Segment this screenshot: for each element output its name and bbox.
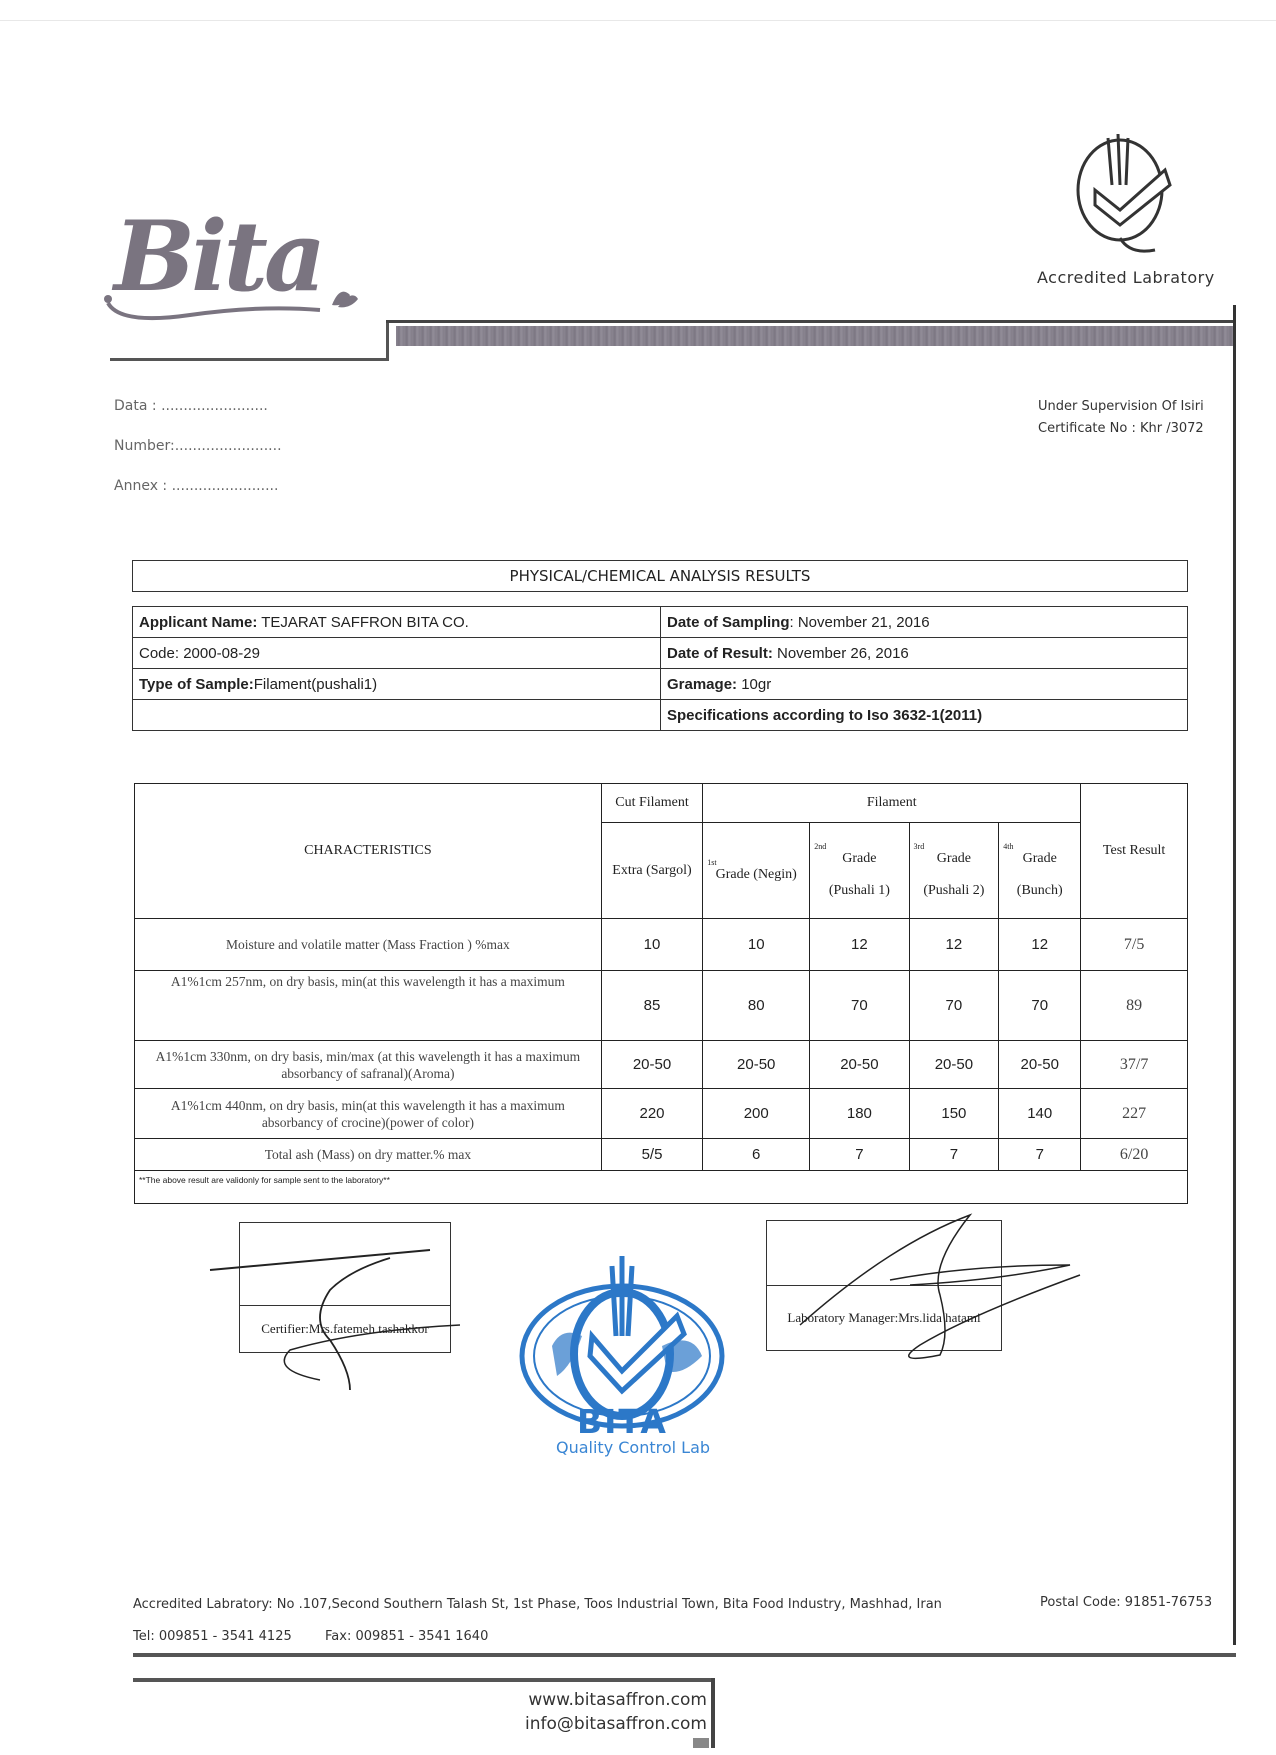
- result-cell: 6/20: [1081, 1139, 1188, 1171]
- grade-negin-header: [703, 823, 810, 919]
- row-description: A1%1cm 440nm, on dry basis, min(at this wavelength it has a maximum absorbancy of crocine)(power of color): [135, 1089, 602, 1139]
- value-cell: 80: [703, 971, 810, 1041]
- grade-sup: 2nd: [814, 841, 827, 851]
- test-result-header: Test Result: [1081, 784, 1188, 919]
- footer-mark: [693, 1738, 709, 1748]
- result-date-cell: [661, 638, 1188, 669]
- number-field: [114, 438, 282, 454]
- sampling-cell: [661, 607, 1188, 638]
- sample-info-table: [132, 606, 1188, 731]
- info-row: [133, 700, 1188, 731]
- grade-sup: 1st: [707, 857, 717, 867]
- value-cell: 150: [909, 1089, 999, 1139]
- grade-pushali2-header: [909, 823, 999, 919]
- top-scan-line: [0, 20, 1276, 21]
- website-link[interactable]: www.bitasaffron.com: [528, 1690, 707, 1710]
- grade-label: Grade: [936, 850, 971, 866]
- empty-cell: [133, 700, 661, 731]
- grade-label: Grade: [1022, 850, 1057, 866]
- table-row: [135, 1139, 1188, 1171]
- value-cell: 220: [601, 1089, 702, 1139]
- value-cell: 12: [909, 919, 999, 971]
- quality-check-logo-icon: [1060, 130, 1180, 260]
- saffron-flower-icon: [100, 285, 390, 330]
- cut-filament-header: Cut Filament: [601, 784, 702, 823]
- value-cell: 180: [810, 1089, 909, 1139]
- certificate-number: Certificate No : Khr /3072: [1038, 421, 1204, 436]
- value-cell: 70: [909, 971, 999, 1041]
- value-cell: 10: [703, 919, 810, 971]
- value-cell: 7: [999, 1139, 1081, 1171]
- grade-sup: 3rd: [913, 841, 925, 851]
- table-row: [135, 1041, 1188, 1089]
- header-band: [396, 326, 1234, 346]
- value-cell: 140: [999, 1089, 1081, 1139]
- result-cell: 7/5: [1081, 919, 1188, 971]
- value-cell: 20-50: [810, 1041, 909, 1089]
- applicant-cell: [133, 607, 661, 638]
- value-cell: 200: [703, 1089, 810, 1139]
- header-rule-top: [386, 320, 1236, 323]
- value-cell: 7: [909, 1139, 999, 1171]
- info-row: [133, 638, 1188, 669]
- grade-bunch-label: (Bunch): [1016, 882, 1063, 898]
- value-cell: 85: [601, 971, 702, 1041]
- note-row: [135, 1171, 1188, 1204]
- applicant-label: Applicant Name:: [139, 613, 258, 631]
- result-cell: 89: [1081, 971, 1188, 1041]
- validity-note: **The above result are validonly for sample sent to the laboratory**: [135, 1171, 1188, 1204]
- footer-fax: Fax: 009851 - 3541 1640: [325, 1629, 489, 1644]
- applicant-value: TEJARAT SAFFRON BITA CO.: [257, 613, 469, 631]
- filament-header: Filament: [703, 784, 1081, 823]
- code-value: 2000-08-29: [179, 644, 260, 662]
- data-label: Data :: [114, 398, 157, 414]
- sampling-label: Date of Sampling: [667, 613, 790, 631]
- stamp-name: BITA: [577, 1402, 668, 1441]
- footer-address: Accredited Labratory: No .107,Second Southern Talash St, 1st Phase, Toos Industrial Town, Bita Food Industry, Mashhad, Iran: [133, 1597, 942, 1612]
- table-row: [135, 1089, 1188, 1139]
- supervision-block: [1038, 396, 1204, 440]
- grade-sup: 4th: [1003, 841, 1014, 851]
- footer-postal-code: Postal Code: 91851-76753: [1040, 1595, 1213, 1610]
- manager-label: Laboratory Manager:Mrs.lida hatami: [787, 1310, 981, 1325]
- spec-cell: [661, 700, 1188, 731]
- value-cell: 20-50: [999, 1041, 1081, 1089]
- info-row: [133, 669, 1188, 700]
- grade-pushali1-header: [810, 823, 909, 919]
- row-description: A1%1cm 330nm, on dry basis, min/max (at this wavelength it has a maximum absorbancy of safranal)(Aroma): [135, 1041, 602, 1089]
- header-row: [135, 784, 1188, 823]
- header-rule-left: [110, 358, 388, 361]
- grade-pushali2-label: (Pushali 2): [923, 882, 985, 898]
- value-cell: 10: [601, 919, 702, 971]
- annex-field: [114, 478, 278, 494]
- footer-rule: [133, 1678, 713, 1682]
- sample-type-label: Type of Sample:: [139, 675, 254, 693]
- manager-signature-icon: [770, 1205, 1090, 1375]
- value-cell: 12: [810, 919, 909, 971]
- value-cell: 20-50: [601, 1041, 702, 1089]
- footer-tel: Tel: 009851 - 3541 4125: [133, 1629, 292, 1644]
- result-cell: 37/7: [1081, 1041, 1188, 1089]
- supervision-text: Under Supervision Of Isiri: [1038, 399, 1204, 414]
- sampling-value: : November 21, 2016: [789, 613, 930, 631]
- grade-pushali1-label: (Pushali 1): [828, 882, 890, 898]
- bita-logo-text: Bita: [114, 200, 323, 313]
- certifier-label: Certifier:Mrs.fatemeh tashakkor: [261, 1321, 429, 1336]
- annex-dots: ........................: [171, 478, 279, 494]
- contact-block: [512, 1688, 707, 1736]
- characteristics-table: [134, 783, 1188, 1204]
- gramage-label: Gramage:: [667, 675, 738, 693]
- footer-rule-vertical: [711, 1678, 715, 1748]
- grade-extra-label: Extra (Sargol): [612, 862, 692, 878]
- email-link[interactable]: info@bitasaffron.com: [525, 1714, 707, 1734]
- result-date-value: November 26, 2016: [772, 644, 909, 662]
- gramage-cell: [661, 669, 1188, 700]
- characteristics-header: CHARACTERISTICS: [135, 784, 602, 919]
- number-label: Number:: [114, 438, 175, 454]
- result-cell: 227: [1081, 1089, 1188, 1139]
- gramage-value: 10gr: [737, 675, 772, 693]
- value-cell: 5/5: [601, 1139, 702, 1171]
- footer-rule: [133, 1653, 1236, 1657]
- annex-label: Annex :: [114, 478, 168, 494]
- spec-text: Specifications according to Iso 3632-1(2011): [667, 706, 983, 724]
- value-cell: 70: [810, 971, 909, 1041]
- grade-bunch-header: [999, 823, 1081, 919]
- grade-label: Grade: [842, 850, 877, 866]
- data-dots: ........................: [161, 398, 268, 414]
- sample-type-value: Filament(pushali1): [253, 675, 378, 693]
- right-frame-line: [1233, 305, 1236, 1645]
- sample-type-cell: [133, 669, 661, 700]
- result-date-label: Date of Result:: [667, 644, 773, 662]
- table-row: [135, 919, 1188, 971]
- stamp-subtitle: Quality Control Lab: [556, 1438, 711, 1457]
- row-description: Moisture and volatile matter (Mass Fraction ) %max: [135, 919, 602, 971]
- certifier-signature-icon: [200, 1230, 560, 1400]
- grade-extra-header: [601, 823, 702, 919]
- row-description: A1%1cm 257nm, on dry basis, min(at this wavelength it has a maximum: [135, 971, 602, 1041]
- report-title: PHYSICAL/CHEMICAL ANALYSIS RESULTS: [132, 560, 1188, 592]
- table-row: [135, 971, 1188, 1041]
- value-cell: 6: [703, 1139, 810, 1171]
- header-rule-step: [386, 322, 389, 361]
- code-cell: [133, 638, 661, 669]
- row-description: Total ash (Mass) on dry matter.% max: [135, 1139, 602, 1171]
- value-cell: 7: [810, 1139, 909, 1171]
- data-field: [114, 398, 268, 414]
- value-cell: 20-50: [703, 1041, 810, 1089]
- info-row: [133, 607, 1188, 638]
- value-cell: 70: [999, 971, 1081, 1041]
- value-cell: 20-50: [909, 1041, 999, 1089]
- code-label: Code:: [139, 644, 180, 662]
- grade-negin-label: Grade (Negin): [715, 866, 797, 882]
- accredited-label: Accredited Labratory: [1037, 268, 1215, 287]
- bita-logo: [100, 200, 390, 330]
- value-cell: 12: [999, 919, 1081, 971]
- number-dots: ........................: [174, 438, 282, 454]
